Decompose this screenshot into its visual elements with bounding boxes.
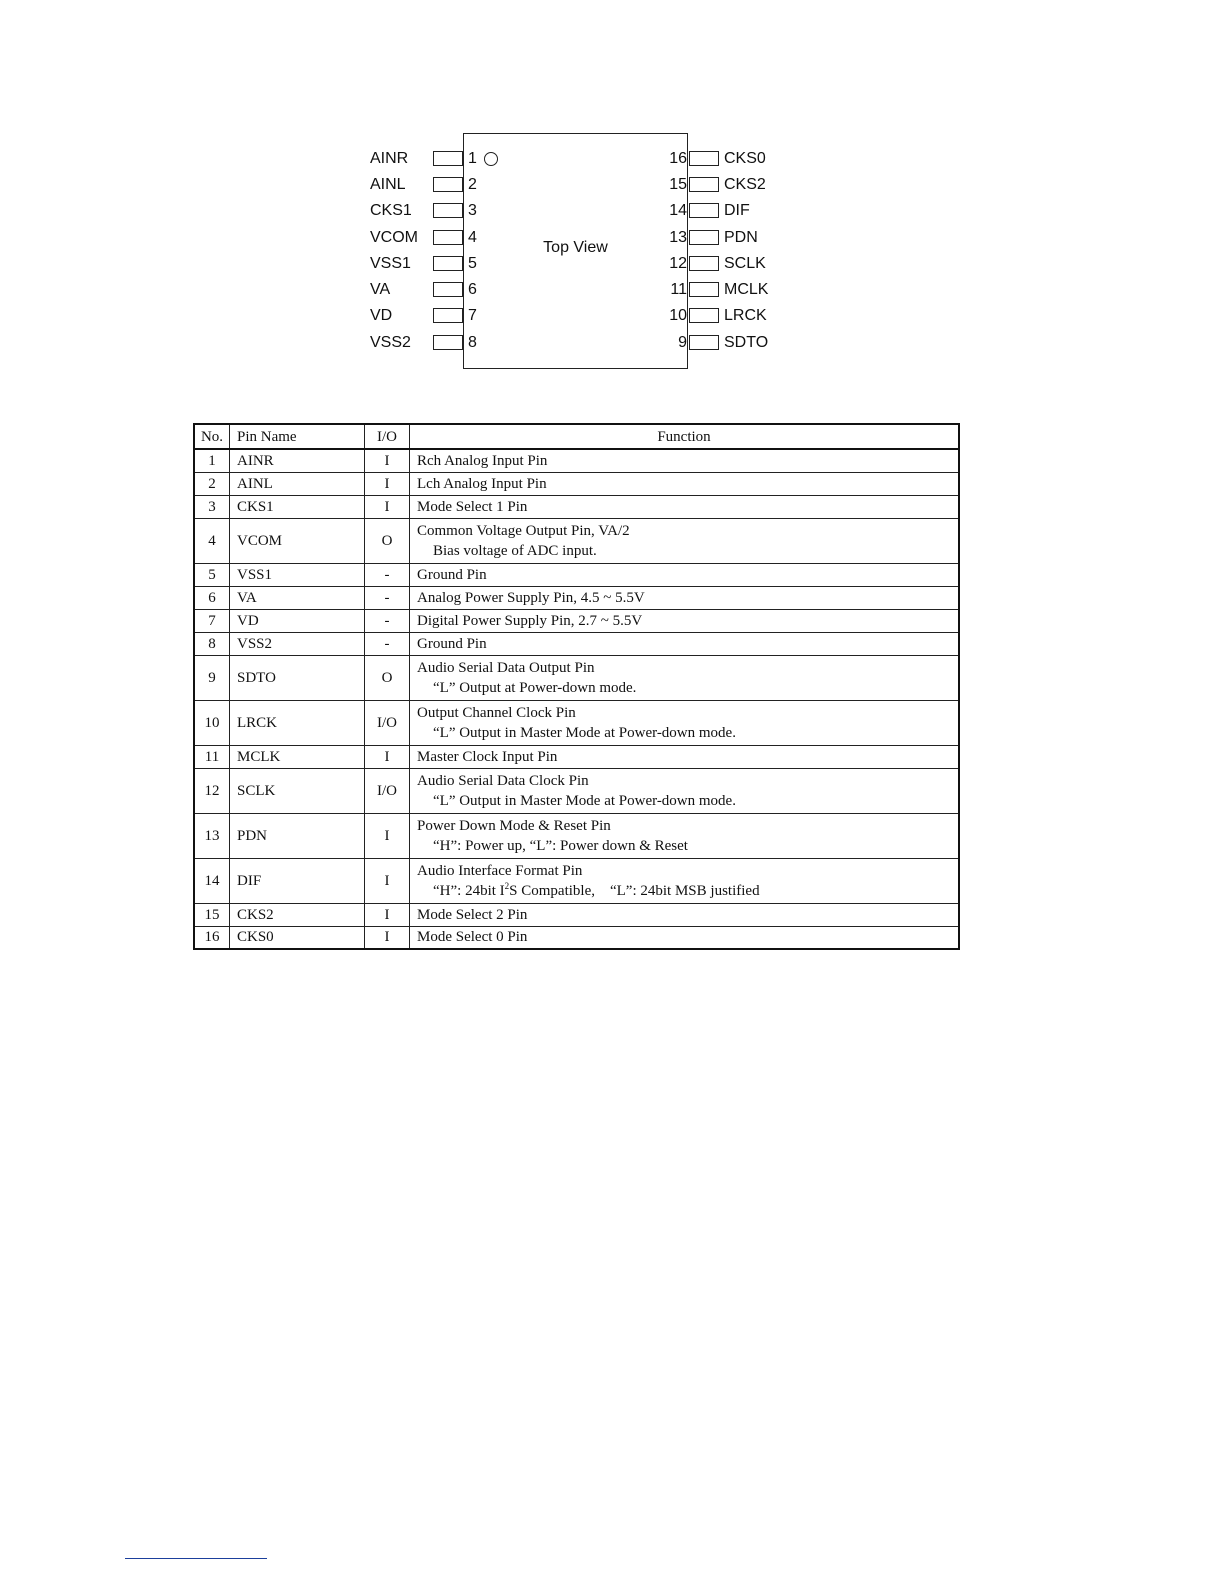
table-row xyxy=(194,745,959,768)
right-pin-number: 9 xyxy=(678,334,687,351)
right-pin-name: CKS2 xyxy=(724,176,766,193)
table-row xyxy=(194,609,959,632)
pin-lead xyxy=(433,230,463,245)
cell-pin-name: LRCK xyxy=(230,700,365,745)
cell-no: 3 xyxy=(194,495,230,518)
function-text: Output Channel Clock Pin xyxy=(417,704,576,721)
cell-pin-name: VSS2 xyxy=(230,632,365,655)
function-text: Digital Power Supply Pin, 2.7 ~ 5.5V xyxy=(417,612,643,629)
cell-io: - xyxy=(365,563,410,586)
cell-function xyxy=(410,745,960,768)
header-pin-name: Pin Name xyxy=(230,424,365,449)
cell-pin-name: VD xyxy=(230,609,365,632)
left-pin-name: VSS1 xyxy=(370,255,411,272)
cell-io: I/O xyxy=(365,768,410,813)
cell-pin-name: PDN xyxy=(230,813,365,858)
cell-no: 4 xyxy=(194,518,230,563)
cell-io: I xyxy=(365,449,410,472)
cell-pin-name: AINR xyxy=(230,449,365,472)
right-pin-name: PDN xyxy=(724,229,758,246)
table-row xyxy=(194,632,959,655)
pin-function-table xyxy=(193,423,960,950)
left-pin-name: VSS2 xyxy=(370,334,411,351)
cell-function xyxy=(410,655,960,700)
cell-function xyxy=(410,586,960,609)
table-row xyxy=(194,655,959,700)
cell-io: - xyxy=(365,632,410,655)
pin-lead xyxy=(689,256,719,271)
cell-io: I xyxy=(365,926,410,949)
function-text: Mode Select 0 Pin xyxy=(417,929,528,946)
function-detail-part: S Compatible, “L”: 24bit MSB justified xyxy=(509,882,760,899)
pin-lead xyxy=(689,308,719,323)
pin-lead xyxy=(689,203,719,218)
table-row xyxy=(194,700,959,745)
cell-pin-name: SDTO xyxy=(230,655,365,700)
function-text: Analog Power Supply Pin, 4.5 ~ 5.5V xyxy=(417,589,645,606)
pin-lead xyxy=(433,282,463,297)
table-row xyxy=(194,903,959,926)
cell-pin-name: AINL xyxy=(230,472,365,495)
left-pin-name: CKS1 xyxy=(370,202,412,219)
cell-no: 13 xyxy=(194,813,230,858)
cell-no: 5 xyxy=(194,563,230,586)
function-text: Master Clock Input Pin xyxy=(417,748,558,765)
cell-function xyxy=(410,563,960,586)
right-pin-name: CKS0 xyxy=(724,150,766,167)
right-pin-number: 12 xyxy=(669,255,687,272)
header-function: Function xyxy=(410,424,960,449)
cell-io: I xyxy=(365,745,410,768)
right-pin-number: 16 xyxy=(669,150,687,167)
cell-function xyxy=(410,926,960,949)
function-text: Audio Serial Data Output Pin xyxy=(417,659,595,676)
function-text: Audio Interface Format Pin xyxy=(417,862,583,879)
function-detail-part: “H”: 24bit I xyxy=(433,882,505,899)
table-row xyxy=(194,858,959,903)
function-detail: “L” Output in Master Mode at Power-down mode. xyxy=(433,724,736,741)
cell-function xyxy=(410,903,960,926)
left-pin-number: 8 xyxy=(468,334,477,351)
function-detail: “H”: Power up, “L”: Power down & Reset xyxy=(433,837,688,854)
pin1-marker-icon xyxy=(484,152,498,166)
pin-lead xyxy=(433,203,463,218)
left-pin-number: 7 xyxy=(468,307,477,324)
pin-lead xyxy=(689,335,719,350)
cell-io: I xyxy=(365,813,410,858)
table-header-row xyxy=(194,424,959,449)
function-text: Ground Pin xyxy=(417,635,487,652)
cell-function xyxy=(410,858,960,903)
cell-no: 14 xyxy=(194,858,230,903)
cell-function xyxy=(410,472,960,495)
pin-lead xyxy=(433,256,463,271)
function-text: Mode Select 1 Pin xyxy=(417,498,528,515)
function-text: Ground Pin xyxy=(417,566,487,583)
cell-function xyxy=(410,632,960,655)
cell-io: I xyxy=(365,472,410,495)
table-row xyxy=(194,495,959,518)
cell-pin-name: VCOM xyxy=(230,518,365,563)
superscript: 2 xyxy=(504,880,510,891)
table-row xyxy=(194,563,959,586)
cell-function xyxy=(410,609,960,632)
cell-io: I xyxy=(365,903,410,926)
cell-pin-name: CKS2 xyxy=(230,903,365,926)
left-pin-number: 3 xyxy=(468,202,477,219)
cell-io: - xyxy=(365,586,410,609)
pin-lead xyxy=(689,230,719,245)
left-pin-number: 5 xyxy=(468,255,477,272)
right-pin-name: LRCK xyxy=(724,307,767,324)
table-row xyxy=(194,518,959,563)
table-row xyxy=(194,813,959,858)
cell-function xyxy=(410,449,960,472)
right-pin-number: 11 xyxy=(670,281,687,298)
function-text: Power Down Mode & Reset Pin xyxy=(417,817,611,834)
cell-no: 1 xyxy=(194,449,230,472)
pin-lead xyxy=(689,151,719,166)
top-view-label: Top View xyxy=(543,239,608,256)
pin-lead xyxy=(689,177,719,192)
cell-function xyxy=(410,495,960,518)
cell-io: - xyxy=(365,609,410,632)
cell-io: I xyxy=(365,858,410,903)
table-row xyxy=(194,926,959,949)
left-pin-name: VD xyxy=(370,307,393,324)
cell-no: 8 xyxy=(194,632,230,655)
cell-io: I/O xyxy=(365,700,410,745)
right-pin-name: SDTO xyxy=(724,334,769,351)
cell-no: 10 xyxy=(194,700,230,745)
cell-no: 7 xyxy=(194,609,230,632)
function-detail: “L” Output at Power-down mode. xyxy=(433,679,637,696)
pin-lead xyxy=(433,177,463,192)
cell-pin-name: CKS1 xyxy=(230,495,365,518)
cell-function xyxy=(410,768,960,813)
right-pin-name: MCLK xyxy=(724,281,769,298)
left-pin-number: 6 xyxy=(468,281,477,298)
cell-no: 12 xyxy=(194,768,230,813)
function-text: Audio Serial Data Clock Pin xyxy=(417,772,589,789)
function-text: Mode Select 2 Pin xyxy=(417,906,528,923)
cell-no: 9 xyxy=(194,655,230,700)
cell-pin-name: DIF xyxy=(230,858,365,903)
cell-no: 16 xyxy=(194,926,230,949)
left-pin-name: AINL xyxy=(370,176,406,193)
right-pin-name: SCLK xyxy=(724,255,766,272)
right-pin-number: 14 xyxy=(669,202,687,219)
cell-pin-name: VSS1 xyxy=(230,563,365,586)
header-io: I/O xyxy=(365,424,410,449)
cell-no: 6 xyxy=(194,586,230,609)
header-no: No. xyxy=(194,424,230,449)
table-row xyxy=(194,586,959,609)
cell-pin-name: MCLK xyxy=(230,745,365,768)
left-pin-name: AINR xyxy=(370,150,409,167)
right-pin-number: 15 xyxy=(669,176,687,193)
cell-no: 2 xyxy=(194,472,230,495)
left-pin-name: VA xyxy=(370,281,391,298)
table-row xyxy=(194,449,959,472)
table-row xyxy=(194,768,959,813)
cell-io: I xyxy=(365,495,410,518)
cell-no: 11 xyxy=(194,745,230,768)
cell-no: 15 xyxy=(194,903,230,926)
footnote-separator xyxy=(125,1558,267,1559)
cell-function xyxy=(410,700,960,745)
pin-lead xyxy=(689,282,719,297)
cell-io: O xyxy=(365,518,410,563)
function-text: Rch Analog Input Pin xyxy=(417,452,548,469)
left-pin-number: 1 xyxy=(468,150,477,167)
right-pin-number: 10 xyxy=(669,307,687,324)
cell-function xyxy=(410,518,960,563)
cell-function xyxy=(410,813,960,858)
left-pin-name: VCOM xyxy=(370,229,418,246)
table-row xyxy=(194,472,959,495)
right-pin-number: 13 xyxy=(669,229,687,246)
cell-io: O xyxy=(365,655,410,700)
function-text: Common Voltage Output Pin, VA/2 xyxy=(417,522,630,539)
function-text: Lch Analog Input Pin xyxy=(417,475,547,492)
pin-diagram xyxy=(0,0,1224,400)
left-pin-number: 2 xyxy=(468,176,477,193)
left-pin-number: 4 xyxy=(468,229,477,246)
function-detail: “L” Output in Master Mode at Power-down mode. xyxy=(433,792,736,809)
function-detail xyxy=(417,881,951,901)
pin-lead xyxy=(433,308,463,323)
cell-pin-name: SCLK xyxy=(230,768,365,813)
right-pin-name: DIF xyxy=(724,202,750,219)
function-detail: Bias voltage of ADC input. xyxy=(433,542,597,559)
pin-lead xyxy=(433,151,463,166)
pin-lead xyxy=(433,335,463,350)
cell-pin-name: VA xyxy=(230,586,365,609)
chip-package xyxy=(463,133,688,369)
cell-pin-name: CKS0 xyxy=(230,926,365,949)
